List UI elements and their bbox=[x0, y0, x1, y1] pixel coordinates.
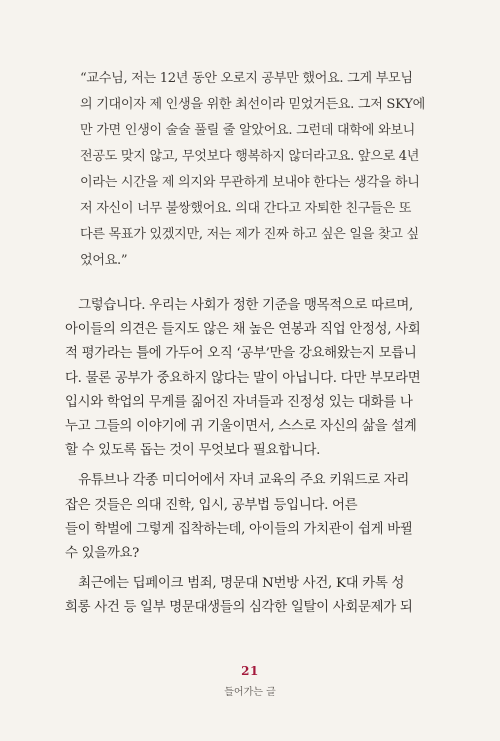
body-line: 희롱 사건 등 일부 명문대생들의 심각한 일탈이 사회문제가 되 bbox=[65, 600, 413, 616]
body-line: 최근에는 딥페이크 범죄, 명문대 N번방 사건, K대 카톡 성 bbox=[65, 576, 405, 592]
page-number: 21 bbox=[241, 664, 259, 678]
running-footer-title: 들어가는 글 bbox=[224, 687, 276, 698]
body-line: 할 수 있도록 돕는 것이 무엇보다 필요합니다. bbox=[65, 443, 321, 459]
quote-line: 이라는 시간을 제 의지와 무관하게 보내야 한다는 생각을 하니 bbox=[80, 175, 420, 190]
quote-line: 다른 목표가 있겠지만, 저는 제가 진짜 하고 싶은 일을 찾고 싶 bbox=[80, 227, 419, 242]
body-line: 그렇습니다. 우리는 사회가 정한 기준을 맹목적으로 따르며, bbox=[65, 298, 413, 313]
body-line: 들이 학벌에 그렇게 집착하는데, 아이들의 가치관이 쉽게 바뀔 bbox=[65, 521, 413, 537]
body-line: 입시와 학업의 무게를 짊어진 자녀들과 진정성 있는 대화를 나 bbox=[65, 394, 413, 410]
quote-line: 전공도 맞지 않고, 무엇보다 행복하지 않더라고요. 앞으로 4년 bbox=[80, 149, 420, 164]
body-line: 유튜브나 각종 미디어에서 자녀 교육의 주요 키워드로 자리 bbox=[65, 473, 410, 489]
paragraph-3 bbox=[65, 572, 435, 620]
body-line: 잡은 것들은 의대 진학, 입시, 공부법 등입니다. 어른 bbox=[65, 497, 358, 513]
quote-line: 었어요.” bbox=[80, 253, 128, 268]
body-line: 수 있을까요? bbox=[65, 545, 140, 561]
body-line: 누고 그들의 이야기에 귀 기울이면서, 스스로 자신의 삶을 설계 bbox=[65, 418, 417, 434]
paragraph-1 bbox=[65, 294, 435, 463]
quote-line: 의 기대이자 제 인생을 위한 최선이라 믿었거든요. 그저 SKY에 bbox=[80, 97, 425, 112]
quote-line: 저 자신이 너무 불쌍했어요. 의대 간다고 자퇴한 친구들은 또 bbox=[80, 201, 412, 216]
body-text bbox=[65, 294, 435, 620]
paragraph-2 bbox=[65, 469, 435, 566]
quote-line: 만 가면 인생이 술술 풀릴 줄 알았어요. 그런데 대학에 와보니 bbox=[80, 123, 415, 138]
body-line: 적 평가라는 틀에 가두어 오직 ‘공부’만을 강요해왔는지 모릅니 bbox=[65, 346, 417, 362]
quote-line: “교수님, 저는 12년 동안 오로지 공부만 했어요. 그게 부모님 bbox=[80, 71, 413, 86]
body-line: 아이들의 의견은 들지도 않은 채 높은 연봉과 직업 안정성, 사회 bbox=[65, 322, 421, 338]
body-line: 다. 물론 공부가 중요하지 않다는 말이 아닙니다. 다만 부모라면 bbox=[65, 370, 421, 386]
student-quote bbox=[80, 66, 425, 274]
